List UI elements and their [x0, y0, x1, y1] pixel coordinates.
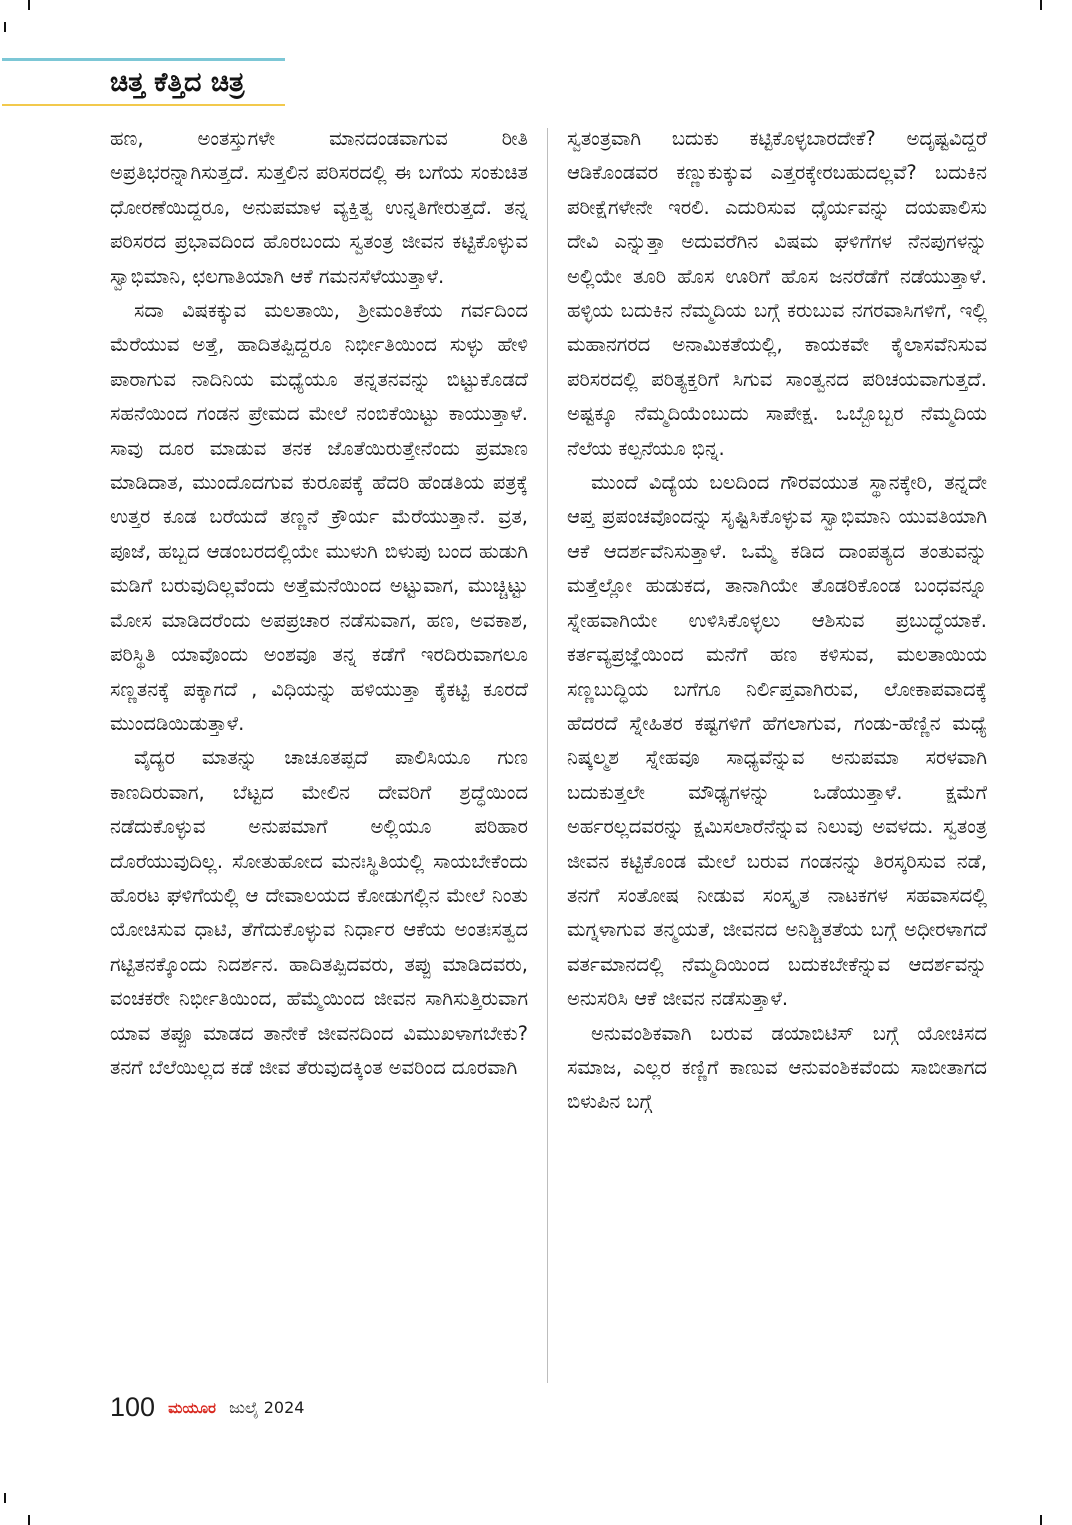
- crop-mark: [4, 22, 6, 32]
- page-number: 100: [110, 1392, 156, 1422]
- crop-mark: [1040, 0, 1042, 10]
- crop-mark: [4, 1493, 6, 1503]
- paragraph: ಅನುವಂಶಿಕವಾಗಿ ಬರುವ ಡಯಾಬಿಟಿಸ್ ಬಗ್ಗೆ ಯೋಚಿಸದ ಸಮಾಜ, ಎಲ್ಲರ ಕಣ್ಣಿಗೆ ಕಾಣುವ ಆನುವಂಶಿಕವೆಂದು ಸಾಬೀತಾಗದ ಬಿಳುಪಿನ ಬಗ್ಗೆ: [567, 1021, 987, 1114]
- crop-mark: [28, 1515, 30, 1525]
- column-divider: [547, 128, 548, 1383]
- page-footer: [110, 1392, 304, 1426]
- magazine-logo: ಮಯೂರ: [168, 1398, 216, 1417]
- issue-date: ಜುಲೈ 2024: [229, 1397, 305, 1417]
- paragraph: ಹಣ, ಅಂತಸ್ತುಗಳೇ ಮಾನದಂಡವಾಗುವ ರೀತಿ ಅಪ್ರತಿಭರನ್ನಾಗಿಸುತ್ತದೆ. ಸುತ್ತಲಿನ ಪರಿಸರದಲ್ಲಿ ಈ ಬಗೆಯ ಸಂಕುಚಿತ ಧೋರಣೆಯಿದ್ದರೂ, ಅನುಪಮಾಳ ವ್ಯಕ್ತಿತ್ವ ಉನ್ನತಿಗೇರುತ್ತದೆ. ತನ್ನ ಪರಿಸರದ ಪ್ರಭಾವದಿಂದ ಹೊರಬಂದು ಸ್ವತಂತ್ರ ಜೀವನ ಕಟ್ಟಿಕೊಳ್ಳುವ ಸ್ವಾಭಿಮಾನಿ, ಛಲಗಾತಿಯಾಗಿ ಆಕೆ ಗಮನಸೆಳೆಯುತ್ತಾಳೆ.: [110, 127, 528, 288]
- right-column: [567, 122, 987, 1384]
- left-column: [110, 122, 528, 1384]
- section-header: [2, 58, 285, 108]
- paragraph: ಸ್ವತಂತ್ರವಾಗಿ ಬದುಕು ಕಟ್ಟಿಕೊಳ್ಳಬಾರದೇಕೆ? ಅದೃಷ್ಟವಿದ್ದರೆ ಆಡಿಕೊಂಡವರ ಕಣ್ಣುಕುಕ್ಕುವ ಎತ್ತರಕ್ಕೇರಬಹುದಲ್ಲವೆ? ಬದುಕಿನ ಪರೀಕ್ಷೆಗಳೇನೇ ಇರಲಿ. ಎದುರಿಸುವ ಧೈರ್ಯವನ್ನು ದಯಪಾಲಿಸು ದೇವಿ ಎನ್ನುತ್ತಾ ಅದುವರೆಗಿನ ವಿಷಮ ಘಳಿಗೆಗಳ ನೆನಪುಗಳನ್ನು ಅಲ್ಲಿಯೇ ತೂರಿ ಹೊಸ ಊರಿಗೆ ಹೊಸ ಜನರೆಡೆಗೆ ನಡೆಯುತ್ತಾಳೆ. ಹಳ್ಳಿಯ ಬದುಕಿನ ನೆಮ್ಮದಿಯ ಬಗ್ಗೆ ಕರುಬುವ ನಗರವಾಸಿಗಳಿಗೆ, ಇಲ್ಲಿ ಮಹಾನಗರದ ಅನಾಮಿಕತೆಯಲ್ಲಿ, ಕಾಯಕವೇ ಕೈಲಾಸವೆನಿಸುವ ಪರಿಸರದಲ್ಲಿ ಪರಿತ್ಯಕ್ತರಿಗೆ ಸಿಗುವ ಸಾಂತ್ವನದ ಪರಿಚಯವಾಗುತ್ತದೆ. ಅಷ್ಟಕ್ಕೂ ನೆಮ್ಮದಿಯೆಂಬುದು ಸಾಪೇಕ್ಷ. ಒಬ್ಬೊಬ್ಬರ ನೆಮ್ಮದಿಯ ನೆಲೆಯ ಕಲ್ಪನೆಯೂ ಭಿನ್ನ.: [567, 127, 987, 460]
- paragraph: ಮುಂದೆ ವಿದ್ಯೆಯ ಬಲದಿಂದ ಗೌರವಯುತ ಸ್ಥಾನಕ್ಕೇರಿ, ತನ್ನದೇ ಆಪ್ತ ಪ್ರಪಂಚವೊಂದನ್ನು ಸೃಷ್ಟಿಸಿಕೊಳ್ಳುವ ಸ್ವಾಭಿಮಾನಿ ಯುವತಿಯಾಗಿ ಆಕೆ ಆದರ್ಶವೆನಿಸುತ್ತಾಳೆ. ಒಮ್ಮೆ ಕಡಿದ ದಾಂಪತ್ಯದ ತಂತುವನ್ನು ಮತ್ತೆಲ್ಲೋ ಹುಡುಕದ, ತಾನಾಗಿಯೇ ತೊಡರಿಕೊಂಡ ಬಂಧವನ್ನೂ ಸ್ನೇಹವಾಗಿಯೇ ಉಳಿಸಿಕೊಳ್ಳಲು ಆಶಿಸುವ ಪ್ರಬುದ್ಧೆಯಾಕೆ. ಕರ್ತವ್ಯಪ್ರಜ್ಞೆಯಿಂದ ಮನೆಗೆ ಹಣ ಕಳಿಸುವ, ಮಲತಾಯಿಯ ಸಣ್ಣಬುದ್ಧಿಯ ಬಗೆಗೂ ನಿರ್ಲಿಪ್ತವಾಗಿರುವ, ಲೋಕಾಪವಾದಕ್ಕೆ ಹೆದರದೆ ಸ್ನೇಹಿತರ ಕಷ್ಟಗಳಿಗೆ ಹೆಗಲಾಗುವ, ಗಂಡು-ಹೆಣ್ಣಿನ ಮಧ್ಯೆ ನಿಷ್ಕಲ್ಮಶ ಸ್ನೇಹವೂ ಸಾಧ್ಯವೆನ್ನುವ ಅನುಪಮಾ ಸರಳವಾಗಿ ಬದುಕುತ್ತಲೇ ಮೌಢ್ಯಗಳನ್ನು ಒಡೆಯುತ್ತಾಳೆ. ಕ್ಷಮೆಗೆ ಅರ್ಹರಲ್ಲದವರನ್ನು ಕ್ಷಮಿಸಲಾರೆನೆನ್ನುವ ನಿಲುವು ಅವಳದು. ಸ್ವತಂತ್ರ ಜೀವನ ಕಟ್ಟಿಕೊಂಡ ಮೇಲೆ ಬರುವ ಗಂಡನನ್ನು ತಿರಸ್ಕರಿಸುವ ನಡೆ, ತನಗೆ ಸಂತೋಷ ನೀಡುವ ಸಂಸ್ಕೃತ ನಾಟಕಗಳ ಸಹವಾಸದಲ್ಲಿ ಮಗ್ನಳಾಗುವ ತನ್ಮಯತೆ, ಜೀವನದ ಅನಿಶ್ಚಿತತೆಯ ಬಗ್ಗೆ ಅಧೀರಳಾಗದೆ ವರ್ತಮಾನದಲ್ಲಿ ನೆಮ್ಮದಿಯಿಂದ ಬದುಕಬೇಕೆನ್ನುವ ಆದರ್ಶವನ್ನು ಅನುಸರಿಸಿ ಆಕೆ ಜೀವನ ನಡೆಸುತ್ತಾಳೆ.: [567, 471, 987, 1011]
- header-bottom-rule: [2, 104, 285, 106]
- crop-mark: [28, 0, 30, 10]
- paragraph: ಸದಾ ವಿಷಕಕ್ಕುವ ಮಲತಾಯಿ, ಶ್ರೀಮಂತಿಕೆಯ ಗರ್ವದಿಂದ ಮೆರೆಯುವ ಅತ್ತೆ, ಹಾದಿತಪ್ಪಿದ್ದರೂ ನಿರ್ಭೀತಿಯಿಂದ ಸುಳ್ಳು ಹೇಳಿ ಪಾರಾಗುವ ನಾದಿನಿಯ ಮಧ್ಯೆಯೂ ತನ್ನತನವನ್ನು ಬಿಟ್ಟುಕೊಡದೆ ಸಹನೆಯಿಂದ ಗಂಡನ ಪ್ರೇಮದ ಮೇಲೆ ನಂಬಿಕೆಯಿಟ್ಟು ಕಾಯುತ್ತಾಳೆ. ಸಾವು ದೂರ ಮಾಡುವ ತನಕ ಜೊತೆಯಿರುತ್ತೇನೆಂದು ಪ್ರಮಾಣ ಮಾಡಿದಾತ, ಮುಂದೊದಗುವ ಕುರೂಪಕ್ಕೆ ಹೆದರಿ ಹೆಂಡತಿಯ ಪತ್ರಕ್ಕೆ ಉತ್ತರ ಕೂಡ ಬರೆಯದೆ ತಣ್ಣನೆ ಕ್ರೌರ್ಯ ಮೆರೆಯುತ್ತಾನೆ. ವ್ರತ, ಪೂಜೆ, ಹಬ್ಬದ ಆಡಂಬರದಲ್ಲಿಯೇ ಮುಳುಗಿ ಬಿಳುಪು ಬಂದ ಹುಡುಗಿ ಮಡಿಗೆ ಬರುವುದಿಲ್ಲವೆಂದು ಅತ್ತೆಮನೆಯಿಂದ ಅಟ್ಟುವಾಗ, ಮುಚ್ಚಿಟ್ಟು ಮೋಸ ಮಾಡಿದರೆಂದು ಅಪಪ್ರಚಾರ ನಡೆಸುವಾಗ, ಹಣ, ಅವಕಾಶ, ಪರಿಸ್ಥಿತಿ ಯಾವೊಂದು ಅಂಶವೂ ತನ್ನ ಕಡೆಗೆ ಇರದಿರುವಾಗಲೂ ಸಣ್ಣತನಕ್ಕೆ ಪಕ್ಕಾಗದೆ , ವಿಧಿಯನ್ನು ಹಳಿಯುತ್ತಾ ಕೈಕಟ್ಟಿ ಕೂರದೆ ಮುಂದಡಿಯಿಡುತ್ತಾಳೆ.: [110, 299, 528, 735]
- paragraph: ವೈದ್ಯರ ಮಾತನ್ನು ಚಾಚೂತಪ್ಪದೆ ಪಾಲಿಸಿಯೂ ಗುಣ ಕಾಣದಿರುವಾಗ, ಬೆಟ್ಟದ ಮೇಲಿನ ದೇವರಿಗೆ ಶ್ರದ್ಧೆಯಿಂದ ನಡೆದುಕೊಳ್ಳುವ ಅನುಪಮಾಗೆ ಅಲ್ಲಿಯೂ ಪರಿಹಾರ ದೊರೆಯುವುದಿಲ್ಲ. ಸೋತುಹೋದ ಮನಃಸ್ಥಿತಿಯಲ್ಲಿ ಸಾಯಬೇಕೆಂದು ಹೊರಟ ಘಳಿಗೆಯಲ್ಲಿ ಆ ದೇವಾಲಯದ ಕೋಡುಗಲ್ಲಿನ ಮೇಲೆ ನಿಂತು ಯೋಚಿಸುವ ಧಾಟಿ, ತೆಗೆದುಕೊಳ್ಳುವ ನಿರ್ಧಾರ ಆಕೆಯ ಅಂತಃಸತ್ವದ ಗಟ್ಟಿತನಕ್ಕೊಂದು ನಿದರ್ಶನ. ಹಾದಿತಪ್ಪಿದವರು, ತಪ್ಪು ಮಾಡಿದವರು, ವಂಚಕರೇ ನಿರ್ಭೀತಿಯಿಂದ, ಹೆಮ್ಮೆಯಿಂದ ಜೀವನ ಸಾಗಿಸುತ್ತಿರುವಾಗ ಯಾವ ತಪ್ಪೂ ಮಾಡದ ತಾನೇಕೆ ಜೀವನದಿಂದ ವಿಮುಖಳಾಗಬೇಕು? ತನಗೆ ಬೆಲೆಯಿಲ್ಲದ ಕಡೆ ಜೀವ ತೆರುವುದಕ್ಕಿಂತ ಅವರಿಂದ ದೂರವಾಗಿ: [110, 746, 528, 1079]
- crop-mark: [1040, 1515, 1042, 1525]
- header-top-rule: [2, 58, 285, 61]
- section-title: ಚಿತ್ತ ಕೆತ್ತಿದ ಚಿತ್ರ: [110, 67, 245, 98]
